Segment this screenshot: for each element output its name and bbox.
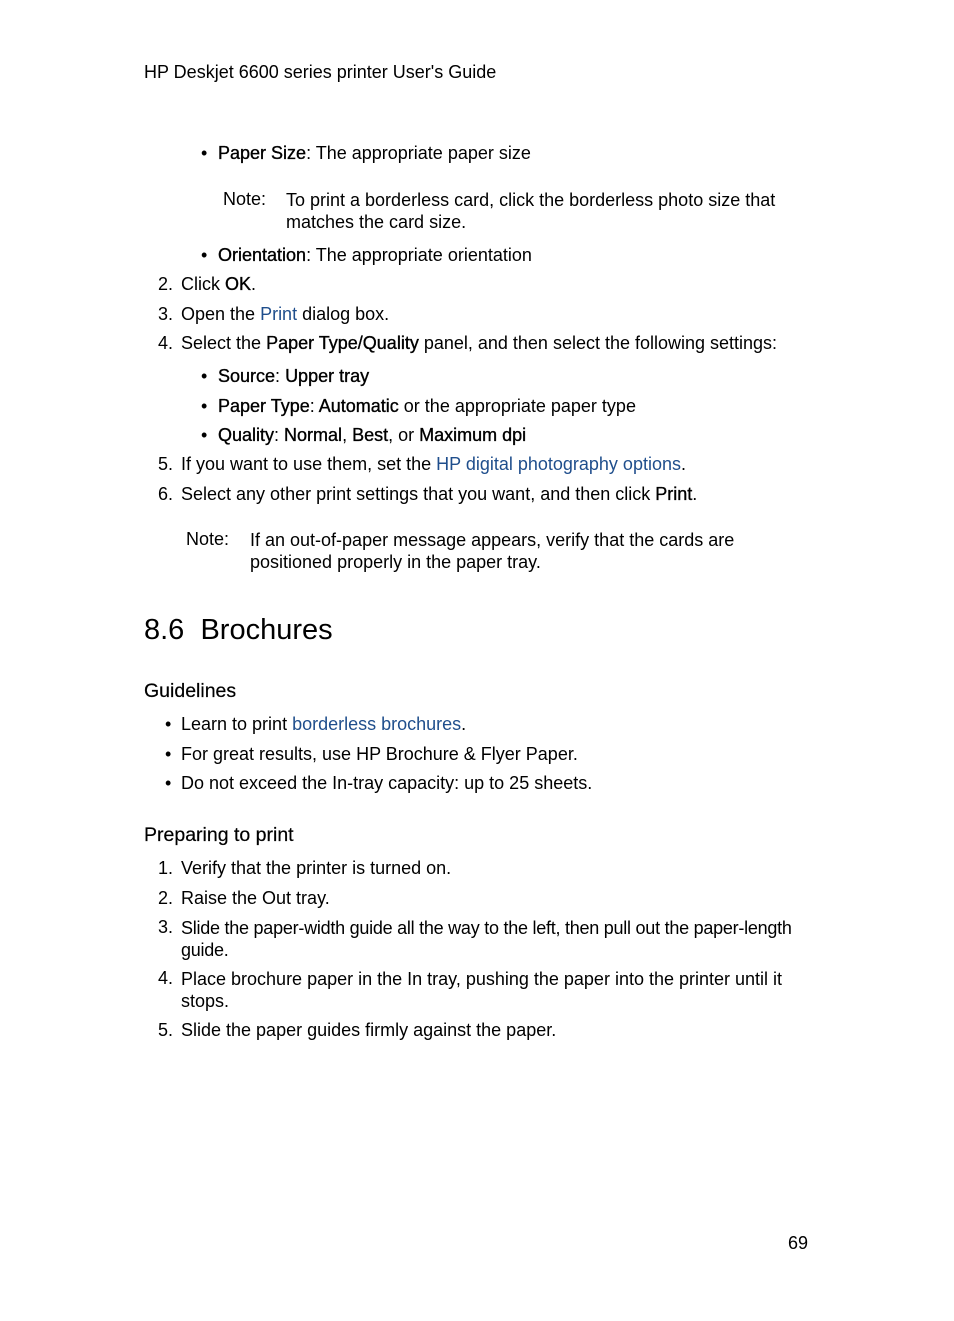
guideline-item: For great results, use HP Brochure & Flyer Paper.: [181, 744, 578, 764]
step-6: [181, 484, 697, 505]
step-number: 4.: [157, 333, 173, 353]
borderless-brochures-link[interactable]: borderless brochures: [292, 714, 462, 734]
step-5: [181, 454, 686, 475]
prep-step: Verify that the printer is turned on.: [181, 858, 452, 878]
list-item-paper-size: [218, 143, 531, 164]
separator: ,: [342, 425, 353, 445]
step-2: [181, 274, 256, 295]
bullet-marker: •: [165, 773, 172, 793]
list-item-orientation: [218, 245, 532, 266]
option-label: Orientation: [218, 245, 307, 265]
option-value: Normal: [284, 425, 343, 445]
note-label: Note:: [186, 529, 230, 549]
step-number: 2.: [157, 888, 173, 908]
prep-step: Place brochure paper in the In tray, pushing the paper into the printer until it stops.: [181, 969, 783, 1011]
step-text: .: [251, 274, 257, 294]
bullet-marker: •: [201, 425, 208, 445]
print-dialog-link[interactable]: Print: [260, 304, 298, 324]
option-value: Maximum dpi: [419, 425, 527, 445]
option-text: or the appropriate paper type: [398, 396, 636, 416]
print-label: Print: [655, 484, 693, 504]
note-text: To print a borderless card, click the borderless photo size that matches the card size.: [286, 190, 776, 232]
option-value: Best: [352, 425, 389, 445]
separator: :: [274, 425, 285, 445]
prep-step: Raise the Out tray.: [181, 888, 330, 908]
option-text: : The appropriate orientation: [306, 245, 532, 265]
option-text: : The appropriate paper size: [306, 143, 531, 163]
bullet-marker: •: [201, 143, 208, 163]
page-header: HP Deskjet 6600 series printer User's Guide: [144, 62, 497, 82]
panel-label: Paper Type/Quality: [266, 333, 419, 353]
guideline-item: [181, 714, 466, 735]
guidelines-heading: Guidelines: [144, 680, 237, 702]
step-text: Select any other print settings that you want, and then click: [181, 484, 656, 504]
section-heading: [144, 614, 333, 647]
bullet-marker: •: [165, 714, 172, 734]
option-label: Paper Type: [218, 396, 310, 416]
step-number: 5.: [157, 1020, 173, 1040]
list-item-paper-type: [218, 396, 636, 417]
separator: , or: [388, 425, 420, 445]
bullet-marker: •: [165, 744, 172, 764]
note-label: Note:: [223, 189, 267, 209]
step-number: 3.: [157, 917, 173, 937]
step-text: dialog box.: [297, 304, 390, 324]
option-value: Automatic: [318, 396, 399, 416]
bullet-marker: •: [201, 245, 208, 265]
step-text: .: [692, 484, 698, 504]
prep-step: Slide the paper-width guide all the way to the left, then pull out the paper-length guide.: [181, 918, 792, 960]
item-text: Learn to print: [181, 714, 293, 734]
guideline-item: Do not exceed the In-tray capacity: up to 25 sheets.: [181, 773, 593, 793]
option-label: Paper Size: [218, 143, 307, 163]
hp-digital-photography-link[interactable]: HP digital photography options: [436, 454, 681, 474]
step-number: 5.: [157, 454, 173, 474]
step-text: If you want to use them, set the: [181, 454, 437, 474]
step-text: Open the: [181, 304, 261, 324]
note-text: If an out-of-paper message appears, verify that the cards are positioned properly in the paper tray.: [250, 530, 735, 572]
separator: :: [309, 396, 319, 416]
option-label: Source: [218, 366, 276, 386]
step-text: .: [680, 454, 686, 474]
step-text: Select the: [181, 333, 267, 353]
prep-step: Slide the paper guides firmly against the paper.: [181, 1020, 557, 1040]
preparing-heading: Preparing to print: [144, 824, 294, 846]
separator: :: [275, 366, 286, 386]
step-3: [181, 304, 389, 325]
step-number: 3.: [157, 304, 173, 324]
option-value: Upper tray: [285, 366, 370, 386]
option-label: Quality: [218, 425, 275, 445]
step-number: 4.: [157, 968, 173, 988]
item-text: .: [461, 714, 467, 734]
section-number: 8.6: [144, 614, 185, 646]
step-number: 6.: [157, 484, 173, 504]
step-4: [181, 333, 777, 354]
list-item-source: [218, 366, 369, 387]
section-title: Brochures: [200, 614, 333, 646]
bullet-marker: •: [201, 396, 208, 416]
step-number: 2.: [157, 274, 173, 294]
step-number: 1.: [157, 858, 173, 878]
page-number: 69: [788, 1233, 809, 1253]
ok-label: OK: [225, 274, 252, 294]
list-item-quality: [218, 425, 526, 446]
step-text: panel, and then select the following settings:: [418, 333, 778, 353]
bullet-marker: •: [201, 366, 208, 386]
step-text: Click: [181, 274, 225, 294]
